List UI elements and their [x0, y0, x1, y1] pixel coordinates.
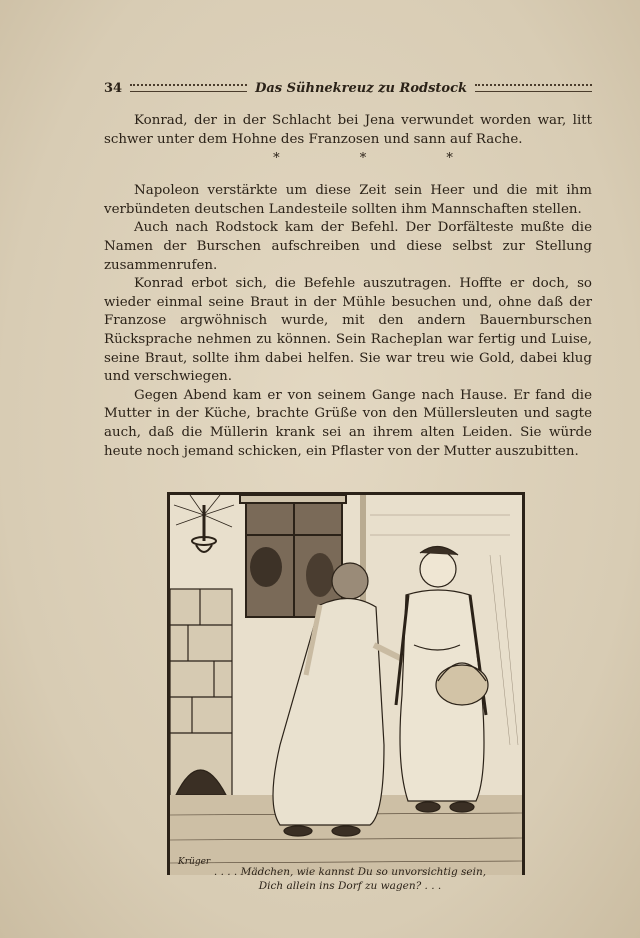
paragraph: Napoleon verstärkte um diese Zeit sein Heer und die mit ihm verbündeten deutschen Landesteile sollten ihm Mannschaften stellen. — [104, 183, 592, 217]
paragraph: Auch nach Rodstock kam der Befehl. Der Dorfälteste mußte die Namen der Burschen aufschreiben und diese selbst zur Stellung zusammenrufen. — [104, 220, 592, 273]
running-title: Das Sühnekreuz zu Rodstock — [255, 80, 467, 96]
paragraph: Gegen Abend kam er von seinem Gange nach Hause. Er fand die Mutter in der Küche, brachte Grüße von den Müllersleuten und sagte auch, daß die Müllerin krank sei an ihrem alten Leiden. Sie würde heute noch jemand schicken, ein Pflaster von der Mutter auszubitten. — [104, 387, 592, 459]
illustration — [167, 492, 525, 875]
page-header — [104, 78, 592, 98]
artist-signature: Krüger — [178, 857, 211, 867]
section-separator: * * * — [273, 151, 491, 167]
caption-line-1: . . . . Mädchen, wie kannst Du so unvorsichtig sein, — [213, 866, 487, 878]
caption-line-2: Dich allein ins Dorf zu wagen? . . . — [258, 880, 442, 892]
illustration-caption — [170, 865, 530, 893]
hearth — [170, 589, 232, 809]
illustration-drawing — [170, 495, 522, 875]
paragraph: Konrad erbot sich, die Befehle auszutragen. Hoffte er doch, so wieder einmal seine Braut in der Mühle besuchen und, ohne daß der Franzose argwöhnisch wurde, mit den andern Bauernburschen Rücksprache nehmen zu können. Sein Racheplan war fertig und Luise, seine Braut, sollte ihm dabei helfen. Sie war treu wie Gold, dabei klug und verschwiegen. — [104, 276, 592, 385]
paragraph: Konrad, der in der Schlacht bei Jena verwundet worden war, litt schwer unter dem Hohne des Franzosen und sann auf Rache. — [104, 113, 592, 147]
header-ornament-left — [130, 84, 247, 92]
page-number: 34 — [104, 80, 123, 96]
header-ornament-right — [475, 84, 592, 92]
body-text — [104, 112, 592, 461]
